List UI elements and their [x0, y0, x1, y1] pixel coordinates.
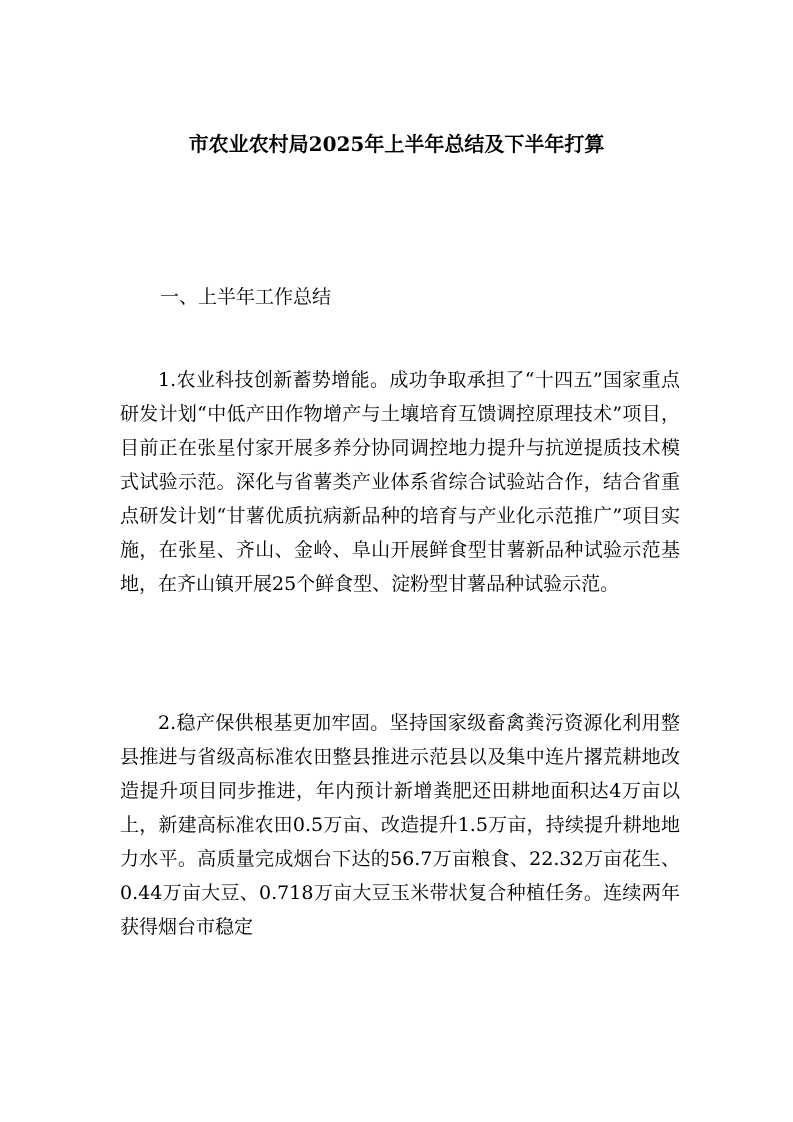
paragraph-stable-production: 2.稳产保供根基更加牢固。坚持国家级畜禽粪污资源化利用整县推进与省级高标准农田整县推进示范县以及集中连片撂荒耕地改造提升项目同步推进，年内预计新增粪肥还田耕地面积达4万亩以上，新建高标准农田0.5万亩、改造提升1.5万亩，持续提升耕地地力水平。高质量完成烟台下达的56.7万亩粮食、22.32万亩花生、0.44万亩大豆、0.718万亩大豆玉米带状复合种植任务。连续两年获得烟台市稳定: [120, 712, 680, 938]
section-heading: 一、上半年工作总结: [160, 286, 332, 308]
document-title: 市农业农村局2025年上半年总结及下半年打算: [188, 132, 605, 156]
paragraph-tech-innovation: 1.农业科技创新蓄势增能。成功争取承担了“十四五”国家重点研发计划“中低产田作物增产与土壤培育互馈调控原理技术”项目，目前正在张星付家开展多养分协同调控地力提升与抗逆提质技术模式试验示范。深化与省薯类产业体系省综合试验站合作，结合省重点研发计划“甘薯优质抗病新品种的培育与产业化示范推广”项目实施，在张星、齐山、金岭、阜山开展鲜食型甘薯新品种试验示范基地，在齐山镇开展25个鲜食型、淀粉型甘薯品种试验示范。: [120, 369, 680, 595]
